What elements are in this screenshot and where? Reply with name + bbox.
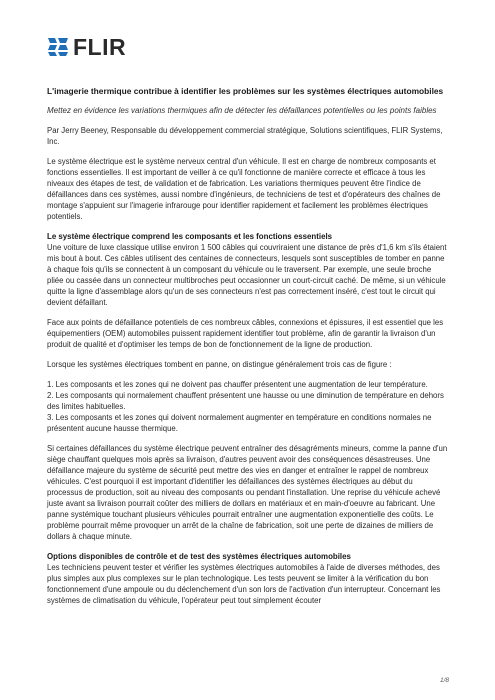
intro-paragraph: Le système électrique est le système nerveux central d'un véhicule. Il est en charge de nombreux composants et fonctions essentielles. Il est important de veiller à ce qu'il fonctionne de manière correcte et efficace à tous les niveaux des étapes de test, de validation et de fabrication. Les variations thermiques peuvent être l'indice de défaillances dans ces systèmes, aussi nombre d'ingénieurs, de techniciens de test et d'opérateurs des chaînes de montage s'appuient sur l'imagerie infrarouge pour identifier rapidement et facilement les problèmes électriques potentiels. [47, 157, 441, 221]
list-item: 1. Les composants et les zones qui ne doivent pas chauffer présentent une augmentation de leur température. [47, 380, 428, 389]
paragraph-three-cases: Lorsque les systèmes électriques tombent en panne, on distingue généralement trois cas de figure : [47, 360, 392, 369]
logo-wordmark: FLIR [73, 34, 127, 60]
article-body [47, 86, 449, 615]
page-number: 1/8 [439, 677, 449, 684]
article-title: L'imagerie thermique contribue à identifier les problèmes sur les systèmes électriques automobiles [47, 86, 444, 96]
flir-flag-icon [46, 35, 70, 59]
failure-cases-list [47, 379, 449, 434]
paragraph-consequences: Si certaines défaillances du système électrique peuvent entraîner des désagréments mineurs, comme la panne d'un siège chauffant quelques mois après sa livraison, d'autres peuvent avoir des conséquences désastreuses. Une défaillance majeure du système de sécurité peut mettre des vies en danger et entraîner le rappel de nombreux véhicules. C'est pourquoi il est important d'identifier les défaillances des systèmes électriques au début du processus de production, soit au niveau des composants ou pendant l'installation. Une reprise du véhicule achevé juste avant sa livraison pourrait coûter des milliers de dollars en matériaux et en main-d'oeuvre au fabricant. Une panne systémique touchant plusieurs véhicules pourrait entraîner une augmentation exponentielle des coûts. Le problème pourrait même provoquer un arrêt de la chaîne de fabrication, soit une perte de dizaines de milliers de dollars à chaque minute. [47, 444, 448, 541]
list-item: 2. Les composants qui normalement chauffent présentent une hausse ou une diminution de température en dehors des limites habituelles. [47, 391, 444, 411]
author-line: Par Jerry Beeney, Responsable du développement commercial stratégique, Solutions scientifiques, FLIR Systems, Inc. [47, 126, 443, 146]
list-item: 3. Les composants et les zones qui doivent normalement augmenter en température en conditions normales ne présentent aucune hausse thermique. [47, 413, 432, 433]
section-heading-components: Le système électrique comprend les composants et les fonctions essentiels [47, 232, 333, 241]
flir-logo [46, 34, 126, 60]
paragraph-failure-points: Face aux points de défaillance potentiels de ces nombreux câbles, connexions et épissures, il est essentiel que les équipementiers (OEM) automobiles puissent rapidement identifier tout problème, afin de garantir la livraison d'un produit de qualité et d'optimiser les temps de bon de fonctionnement de la ligne de production. [47, 318, 444, 349]
paragraph-cables: Une voiture de luxe classique utilise environ 1 500 câbles qui couvriraient une distance de près d'1,6 km s'ils étaient mis bout à bout. Ces câbles utilisent des centaines de connecteurs, lesquels sont susceptibles de tomber en panne à chaque fois qu'ils se connectent à un composant du véhicule ou le traversent. Par exemple, une seule broche pliée ou cassée dans un connecteur multibroches peut occasionner un court-circuit caché. De même, si un véhicule quitte la ligne d'assemblage alors qu'un de ses connecteurs n'est pas correctement inséré, c'est tout le circuit qui devient défaillant. [47, 243, 447, 307]
paragraph-test-methods: Les techniciens peuvent tester et vérifier les systèmes électriques automobiles à l'aide de diverses méthodes, des plus simples aux plus complexes sur le plan technologique. Les tests peuvent se limiter à la vérification du bon fonctionnement d'une ampoule ou du déclenchement d'un son lors de l'activation d'un interrupteur. Concernant les systèmes de climatisation du véhicule, l'opérateur peut tout simplement écouter [47, 563, 441, 605]
section-heading-testing-options: Options disponibles de contrôle et de test des systèmes électriques automobiles [47, 552, 351, 561]
article-subtitle: Mettez en évidence les variations thermiques afin de détecter les défaillances potentielles ou les points faibles [47, 106, 437, 115]
